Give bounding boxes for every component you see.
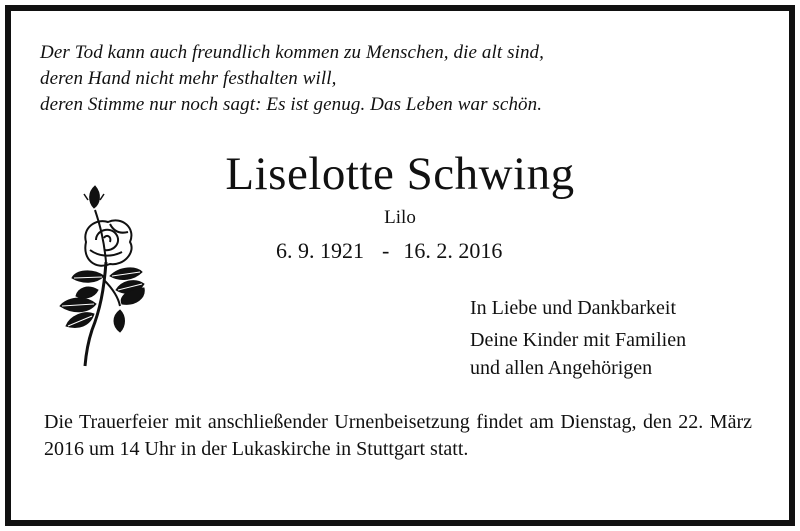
deceased-nickname: Lilo <box>384 207 416 228</box>
life-dates <box>276 238 502 264</box>
poem-quote <box>40 40 544 118</box>
deceased-name: Liselotte Schwing <box>225 148 575 200</box>
mourners-block <box>470 294 686 382</box>
mourners-line: Deine Kinder mit Familien <box>470 329 687 351</box>
mourners-line: und allen Angehörigen <box>470 357 653 379</box>
death-date: 16. 2. 2016 <box>403 238 503 263</box>
poem-line: deren Hand nicht mehr festhalten will, <box>40 68 337 89</box>
poem-line: deren Stimme nur noch sagt: Es ist genug. Das Leben war schön. <box>40 94 543 115</box>
date-separator: - <box>382 238 390 263</box>
mourners-line: In Liebe und Dankbarkeit <box>470 297 677 319</box>
birth-date: 6. 9. 1921 <box>276 238 364 263</box>
rose-icon <box>48 180 163 370</box>
service-notice: Die Trauerfeier mit anschließender Urnenbeisetzung findet am Dienstag, den 22. März 2016 um 14 Uhr in der Lukaskirche in Stuttgart statt. <box>44 411 752 460</box>
poem-line: Der Tod kann auch freundlich kommen zu Menschen, die alt sind, <box>40 42 544 63</box>
